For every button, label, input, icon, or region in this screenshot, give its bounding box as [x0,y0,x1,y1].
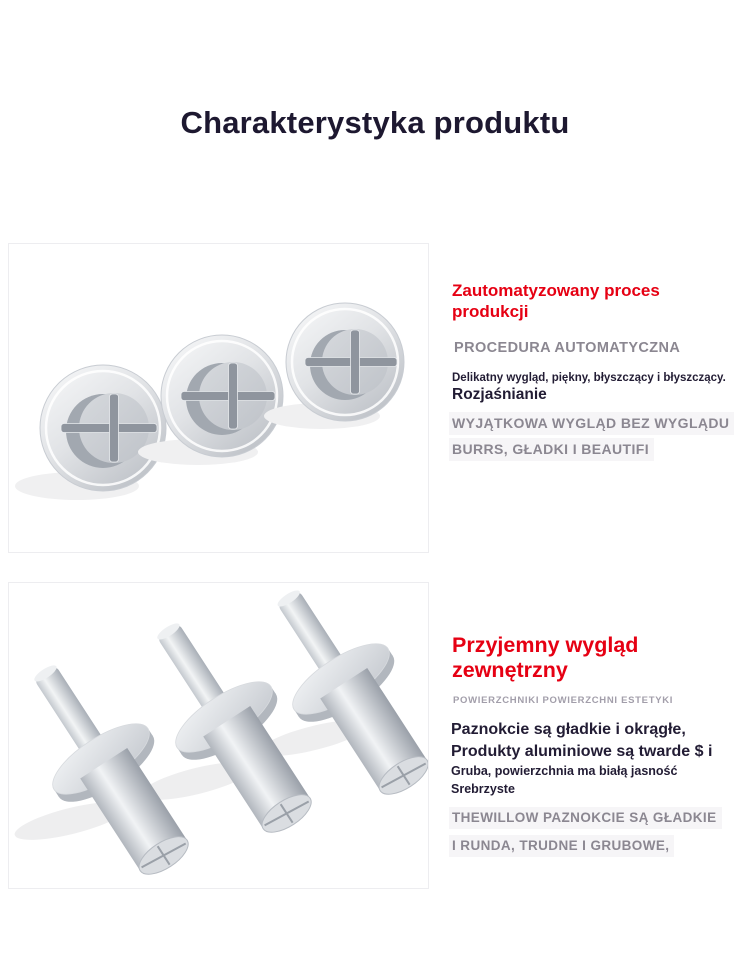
section2-heading: Przyjemny wygląd zewnętrzny [452,633,639,682]
section1-subheading: PROCEDURA AUTOMATYCZNA [454,340,681,356]
section1-caps-line1: WYJĄTKOWA WYGLĄD BEZ WYGLĄDU [449,412,734,435]
section2-detail-line2: Srebrzyste [451,782,515,796]
section2-caps-line2: I RUNDA, TRUDNE I GRUBOWE, [449,835,674,857]
section2-bold-line2: Produkty aluminiowe są twarde $ i [451,743,713,760]
section1-heading: Zautomatyzowany proces produkcji [452,281,660,321]
section2-subheading: POWIERZCHNIKI POWIERZCHNI ESTETYKI [453,695,674,706]
page-title: Charakterystyka produktu [180,105,570,140]
section2-caps-line1: THEWILLOW PAZNOKCIE SĄ GŁADKIE [449,807,722,829]
section1-detail-small: Delikatny wygląd, piękny, błyszczący i błyszczący. [452,372,726,384]
product-photo-panel-side-view [8,582,429,889]
product-photo-panel-top-view [8,243,429,553]
section1-caps-line2: BURRS, GŁADKI I BEAUTIFI [449,438,654,461]
rivets-side-view-photo [9,583,428,888]
rivets-top-view-photo [9,244,428,552]
section1-detail-bold: Rozjaśnianie [452,386,547,403]
section2-detail-line1: Gruba, powierzchnia ma białą jasność [451,764,678,778]
section2-bold-line1: Paznokcie są gładkie i okrągłe, [451,721,686,738]
